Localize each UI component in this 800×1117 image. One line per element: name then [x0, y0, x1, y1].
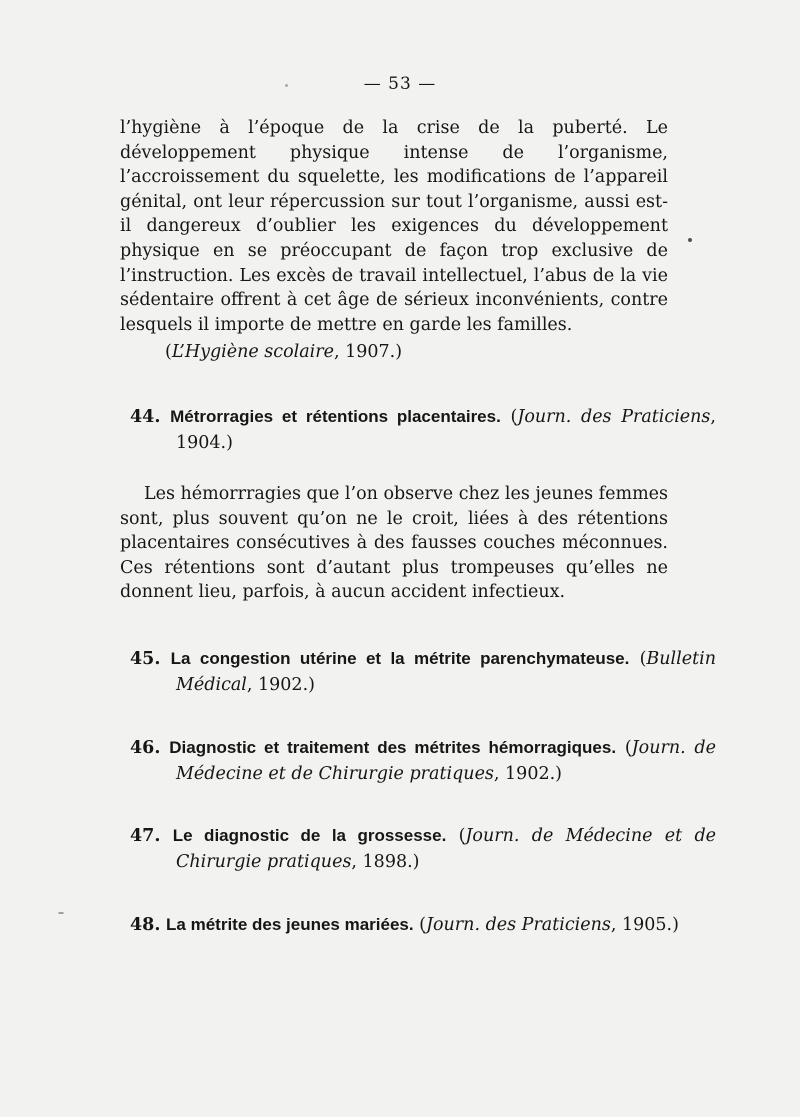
- entry-title: La métrite des jeunes mariées.: [166, 915, 414, 934]
- entry-title: Métrorragies et rétentions placentaires.: [170, 407, 501, 426]
- entry-source: Journ. de Médecine et de Chirurgie pratiques: [176, 826, 716, 872]
- entry-year: , 1904.): [176, 407, 716, 453]
- intro-paragraph: l’hygiène à l’époque de la crise de la puberté. Le développement physique intense de l’organisme, l’accroissement du squelette, les modifications de l’appareil génital, ont leur répercussion sur tout l’organisme, aussi est-il dangereux d’oublier les exigences du développement physique en se préoccupant de façon trop exclusive de l’instruction. Les excès de travail intellectuel, l’abus de la vie sédentaire offrent à cet âge de sérieux inconvénients, contre lesquels il importe de mettre en garde les familles.: [120, 118, 668, 335]
- entry-year: , 1898.): [351, 852, 420, 872]
- entry-title: Le diagnostic de la grossesse.: [172, 826, 447, 845]
- entry-44-paragraph: Les hémorrragies que l’on observe chez les jeunes femmes sont, plus souvent qu’on ne le croit, liées à des rétentions placentaires consécutives à des fausses couches méconnues. Ces rétentions sont d’autant plus trompeuses qu’elles ne donnent lieu, parfois, à aucun accident infectieux.: [120, 484, 668, 603]
- entry-year: , 1905.): [610, 915, 679, 935]
- entry-open: (: [616, 738, 632, 758]
- bibliography-entry-46: [130, 735, 716, 787]
- citation-open: (: [165, 342, 172, 362]
- entry-number: 47.: [130, 826, 161, 846]
- entry-source: Journ. de Médecine et de Chirurgie pratiques: [176, 738, 716, 784]
- entry-open: (: [629, 649, 647, 669]
- paper-speck: [688, 238, 692, 242]
- citation-source: L’Hygiène scolaire: [171, 342, 334, 362]
- entry-number: 44.: [130, 407, 161, 427]
- bibliography-entry-44: [130, 404, 716, 456]
- bibliography-entry-48: [130, 912, 716, 938]
- entry-number: 46.: [130, 738, 161, 758]
- paper-speck: [285, 84, 288, 87]
- bibliography-entry-47: [130, 823, 716, 875]
- entry-source: Journ. des Praticiens: [517, 407, 711, 427]
- entry-open: (: [446, 826, 466, 846]
- citation-year: , 1907.): [333, 342, 403, 362]
- entry-open: (: [413, 915, 426, 935]
- entry-title: Diagnostic et traitement des métrites hémorragiques.: [169, 738, 617, 757]
- entry-year: , 1902.): [246, 675, 315, 695]
- entry-number: 48.: [130, 915, 161, 935]
- entry-title: La congestion utérine et la métrite parenchymateuse.: [170, 649, 630, 668]
- intro-citation: [165, 342, 402, 362]
- entry-open: (: [500, 407, 518, 427]
- bibliography-entry-45: [130, 646, 716, 698]
- entry-number: 45.: [130, 649, 161, 669]
- entry-source: Journ. des Praticiens: [425, 915, 611, 935]
- paper-speck: [58, 912, 64, 914]
- entry-year: , 1902.): [493, 764, 562, 784]
- page-number: — 53 —: [363, 74, 437, 94]
- entry-source: Bulletin Médical: [176, 649, 716, 695]
